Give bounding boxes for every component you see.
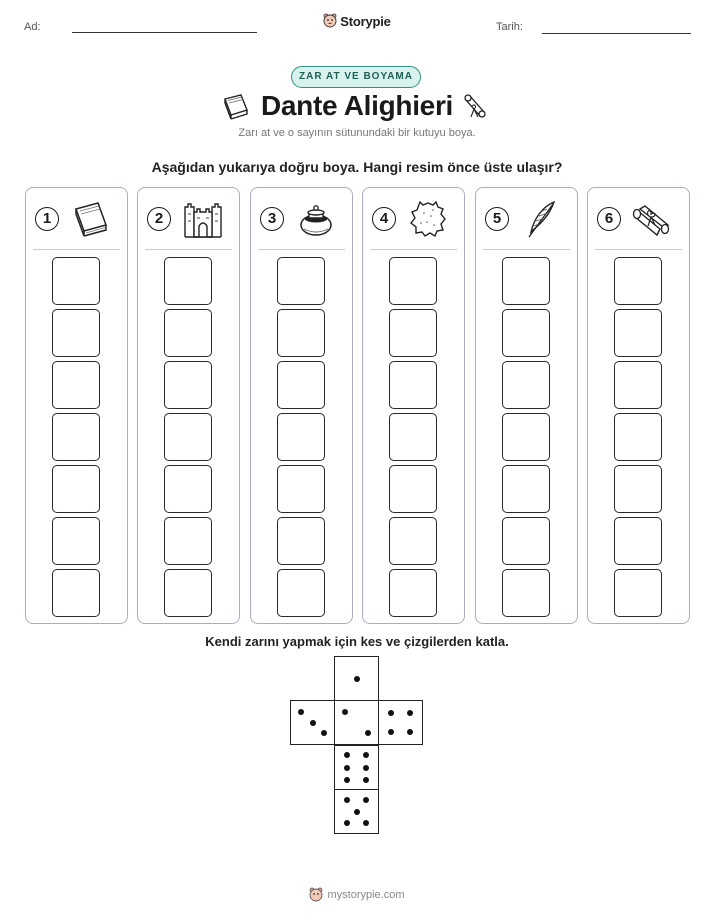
coloring-box[interactable] [389, 361, 437, 409]
coloring-box[interactable] [614, 465, 662, 513]
coloring-box[interactable] [52, 257, 100, 305]
column-divider [33, 249, 120, 250]
column-divider [595, 249, 682, 250]
inkpot-icon [295, 199, 337, 239]
brand-logo [0, 13, 714, 34]
coloring-box[interactable] [389, 465, 437, 513]
die-face-4 [378, 700, 423, 745]
die-face-5 [334, 789, 379, 834]
column-2 [137, 187, 240, 624]
column-1 [25, 187, 128, 624]
footer-url[interactable]: mystorypie.com [327, 889, 405, 901]
coloring-box[interactable] [277, 569, 325, 617]
storypie-mascot-icon [323, 13, 337, 29]
date-label: Tarih: [496, 21, 523, 33]
coloring-box[interactable] [277, 517, 325, 565]
scroll-icon [464, 92, 492, 122]
footer [0, 887, 714, 906]
coloring-box[interactable] [164, 569, 212, 617]
column-divider [258, 249, 345, 250]
column-6 [587, 187, 690, 624]
coloring-box[interactable] [614, 517, 662, 565]
coloring-box[interactable] [389, 309, 437, 357]
column-3 [250, 187, 353, 624]
column-4 [362, 187, 465, 624]
coloring-box[interactable] [164, 413, 212, 461]
coloring-box[interactable] [389, 413, 437, 461]
column-number: 6 [597, 207, 621, 231]
coloring-box[interactable] [502, 569, 550, 617]
coloring-box[interactable] [164, 257, 212, 305]
coloring-box[interactable] [614, 569, 662, 617]
coloring-box[interactable] [277, 413, 325, 461]
coloring-box[interactable] [164, 517, 212, 565]
die-face-2 [334, 700, 379, 745]
column-5 [475, 187, 578, 624]
column-number: 4 [372, 207, 396, 231]
coloring-box[interactable] [52, 465, 100, 513]
die-face-1 [334, 656, 379, 701]
coloring-box[interactable] [389, 257, 437, 305]
scroll-icon [632, 199, 674, 239]
coloring-box[interactable] [502, 257, 550, 305]
coloring-box[interactable] [52, 517, 100, 565]
column-number: 3 [260, 207, 284, 231]
activity-badge: ZAR AT VE BOYAMA [291, 66, 421, 88]
quill-icon [520, 199, 562, 239]
column-divider [370, 249, 457, 250]
coloring-box[interactable] [52, 361, 100, 409]
cut-instruction: Kendi zarını yapmak için kes ve çizgilerden katla. [205, 634, 509, 649]
coloring-box[interactable] [52, 569, 100, 617]
coloring-box[interactable] [277, 257, 325, 305]
date-line[interactable] [542, 33, 691, 34]
coloring-box[interactable] [164, 465, 212, 513]
castle-icon [182, 199, 224, 239]
parchment-hide-icon [407, 199, 449, 239]
coloring-box[interactable] [277, 309, 325, 357]
coloring-box[interactable] [614, 257, 662, 305]
name-label: Ad: [24, 21, 41, 33]
coloring-box[interactable] [614, 413, 662, 461]
coloring-box[interactable] [277, 361, 325, 409]
coloring-box[interactable] [52, 309, 100, 357]
coloring-box[interactable] [277, 465, 325, 513]
coloring-box[interactable] [389, 517, 437, 565]
column-divider [145, 249, 232, 250]
column-divider [483, 249, 570, 250]
column-number: 1 [35, 207, 59, 231]
coloring-box[interactable] [502, 517, 550, 565]
coloring-box[interactable] [614, 361, 662, 409]
die-face-6 [334, 745, 379, 790]
coloring-box[interactable] [502, 361, 550, 409]
coloring-box[interactable] [389, 569, 437, 617]
coloring-box[interactable] [52, 413, 100, 461]
storypie-mascot-icon [309, 887, 323, 903]
coloring-box[interactable] [614, 309, 662, 357]
coloring-box[interactable] [502, 309, 550, 357]
column-number: 5 [485, 207, 509, 231]
die-face-3 [290, 700, 335, 745]
subtitle: Zarı at ve o sayının sütunundaki bir kutuyu boya. [238, 127, 476, 139]
book-icon [70, 199, 112, 239]
column-number: 2 [147, 207, 171, 231]
coloring-box[interactable] [502, 413, 550, 461]
coloring-box[interactable] [502, 465, 550, 513]
brand-name: Storypie [340, 13, 391, 29]
coloring-box[interactable] [164, 309, 212, 357]
page-title: Dante Alighieri [260, 90, 454, 121]
coloring-instruction: Aşağıdan yukarıya doğru boya. Hangi resim önce üste ulaşır? [151, 159, 563, 175]
coloring-box[interactable] [164, 361, 212, 409]
